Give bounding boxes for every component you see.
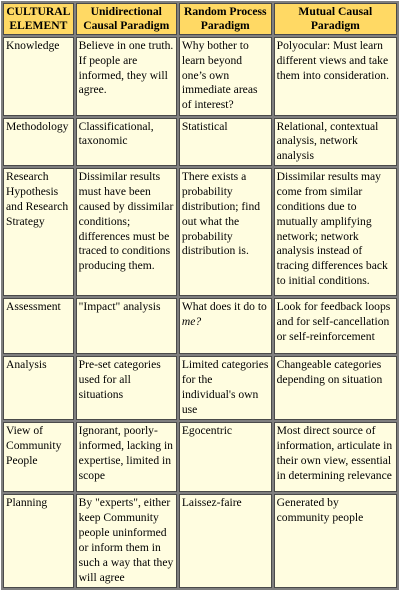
cell-mutual: Look for feedback loops and for self-cancellation or self-reinforcement bbox=[274, 298, 397, 354]
cell-element: Planning bbox=[3, 494, 74, 588]
table-row bbox=[3, 298, 397, 354]
cell-unidirectional: Classificational, taxonomic bbox=[76, 118, 177, 167]
cell-unidirectional: By "experts", either keep Community people uninformed or inform them in such a way that they will agree bbox=[76, 494, 177, 588]
cell-element: Knowledge bbox=[3, 37, 74, 116]
cell-unidirectional: Believe in one truth. If people are informed, they will agree. bbox=[76, 37, 177, 116]
cell-mutual: Most direct source of information, articulate in their own view, essential in determining relevance bbox=[274, 422, 397, 492]
cell-random-emphasis: me? bbox=[181, 314, 202, 328]
cell-random: Limited categories for the individual's own use bbox=[179, 356, 272, 420]
cell-unidirectional: Ignorant, poorly-informed, lacking in expertise, limited in scope bbox=[76, 422, 177, 492]
paradigm-comparison-table bbox=[1, 1, 399, 590]
cell-mutual: Dissimilar results may come from similar conditions due to mutually amplifying network; network analysis instead of tracing differences back to initial conditions. bbox=[274, 168, 397, 296]
cell-element: Analysis bbox=[3, 356, 74, 420]
cell-element: Assessment bbox=[3, 298, 74, 354]
cell-element: Research Hypothesis and Research Strategy bbox=[3, 168, 74, 296]
cell-mutual: Relational, contextual analysis, network analysis bbox=[274, 118, 397, 167]
header-unidirectional bbox=[76, 3, 177, 35]
table-row bbox=[3, 168, 397, 296]
header-text: ELEMENT bbox=[9, 18, 68, 32]
table-row bbox=[3, 118, 397, 167]
cell-unidirectional: Dissimilar results must have been caused by dissimilar conditions; differences must be traced to conditions producing them. bbox=[76, 168, 177, 296]
cell-unidirectional: "Impact" analysis bbox=[76, 298, 177, 354]
header-text: Random Process bbox=[183, 5, 267, 19]
header-text: Causal Paradigm bbox=[83, 18, 170, 32]
cell-random: Why bother to learn beyond one’s own immediate areas of interest? bbox=[179, 37, 272, 116]
header-text: Unidirectional bbox=[90, 5, 162, 19]
header-text: CULTURAL bbox=[6, 5, 71, 19]
header-row bbox=[3, 3, 397, 35]
cell-element: Methodology bbox=[3, 118, 74, 167]
table-row bbox=[3, 356, 397, 420]
cell-mutual: Polyocular: Must learn different views and take them into consideration. bbox=[274, 37, 397, 116]
header-text: Mutual Causal bbox=[298, 5, 373, 19]
header-random-process bbox=[179, 3, 272, 35]
cell-random bbox=[179, 298, 272, 354]
cell-random-text: What does it do to bbox=[181, 300, 267, 314]
cell-mutual: Generated by community people bbox=[274, 494, 397, 588]
cell-random: Egocentric bbox=[179, 422, 272, 492]
header-text: Paradigm bbox=[200, 18, 250, 32]
header-text: Paradigm bbox=[310, 18, 360, 32]
table-row bbox=[3, 422, 397, 492]
table-row bbox=[3, 37, 397, 116]
table-row bbox=[3, 494, 397, 588]
cell-unidirectional: Pre-set categories used for all situations bbox=[76, 356, 177, 420]
cell-mutual: Changeable categories depending on situation bbox=[274, 356, 397, 420]
cell-random: There exists a probability distribution; find out what the probability distribution is. bbox=[179, 168, 272, 296]
header-mutual-causal bbox=[274, 3, 397, 35]
cell-random: Statistical bbox=[179, 118, 272, 167]
header-cultural-element bbox=[3, 3, 74, 35]
cell-random: Laissez-faire bbox=[179, 494, 272, 588]
cell-element: View of Community People bbox=[3, 422, 74, 492]
